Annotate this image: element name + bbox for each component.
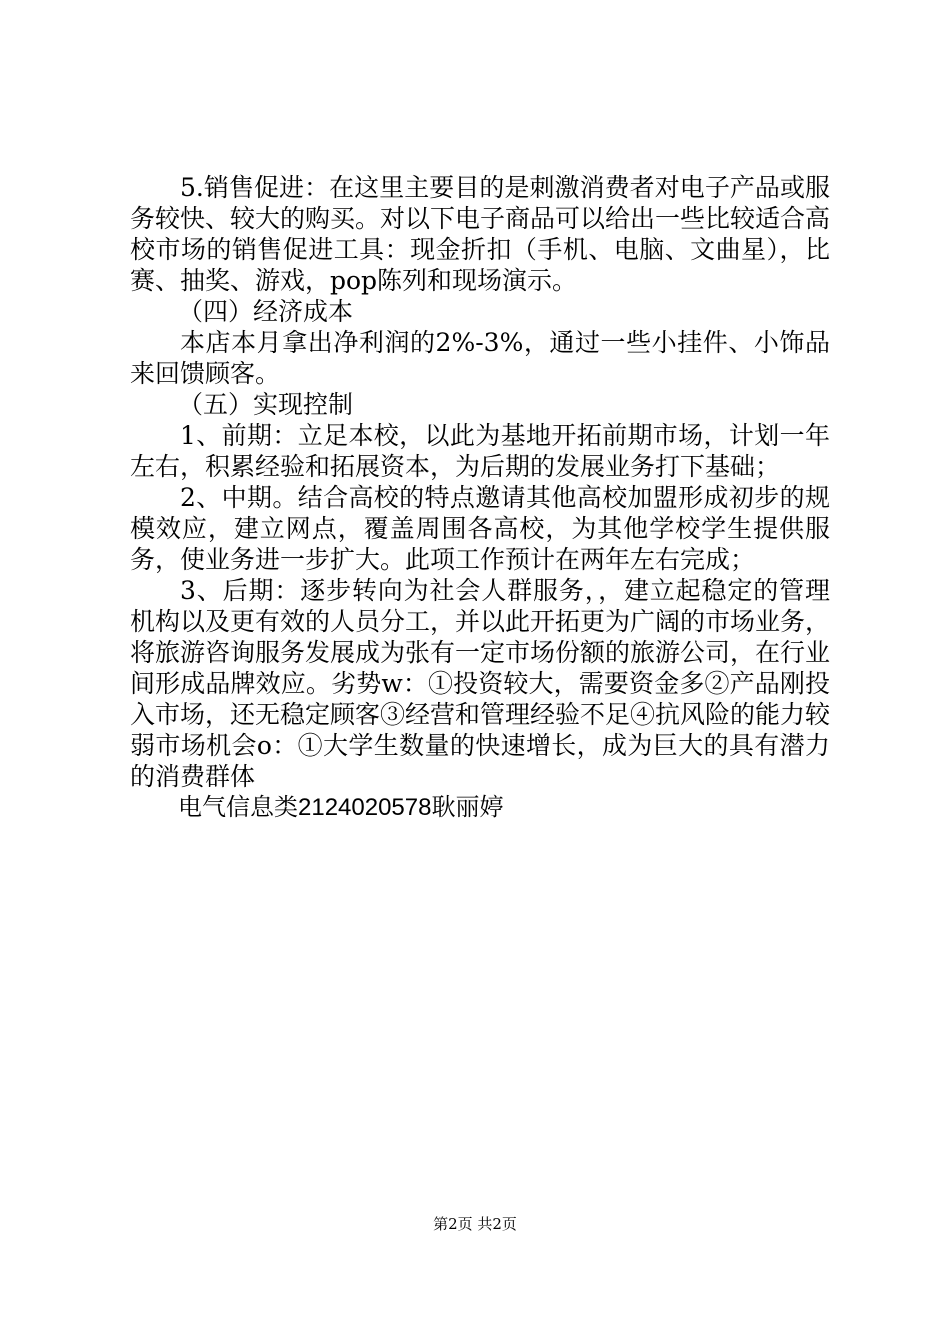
heading-economic-cost: （四）经济成本 xyxy=(178,297,354,326)
paragraph-sales-promotion: 5.销售促进：在这里主要目的是刺激消费者对电子产品或服务较快、较大的购买。对以下电子商品可以给出一些比较适合高校市场的销售促进工具：现金折扣（手机、电脑、文曲星），比赛、抽奖、游戏，pop陈列和现场演示。 xyxy=(130,173,831,295)
heading-implementation-control: （五）实现控制 xyxy=(178,390,354,419)
author-signature: 电气信息类2124020578耿丽婷 xyxy=(178,794,504,821)
document-body xyxy=(130,172,830,823)
paragraph-early-stage: 1、前期：立足本校，以此为基地开拓前期市场，计划一年左右，积累经验和拓展资本，为后期的发展业务打下基础； xyxy=(130,421,830,481)
page-number-footer: 第2页 共2页 xyxy=(433,1215,517,1233)
paragraph-late-stage: 3、后期：逐步转向为社会人群服务，，建立起稳定的管理机构以及更有效的人员分工，并以此开拓更为广阔的市场业务，将旅游咨询服务发展成为张有一定市场份额的旅游公司，在行业间形成品牌效应。劣势w：①投资较大，需要资金多②产品刚投入市场，还无稳定顾客③经营和管理经验不足④抗风险的能力较弱市场机会o：①大学生数量的快速增长，成为巨大的具有潜力的消费群体 xyxy=(130,576,831,791)
paragraph-middle-stage: 2、中期。结合高校的特点邀请其他高校加盟形成初步的规模效应，建立网点，覆盖周围各高校，为其他学校学生提供服务，使业务进一步扩大。此项工作预计在两年左右完成； xyxy=(130,483,830,574)
paragraph-economic-cost: 本店本月拿出净利润的2%-3%，通过一些小挂件、小饰品来回馈顾客。 xyxy=(130,328,830,388)
